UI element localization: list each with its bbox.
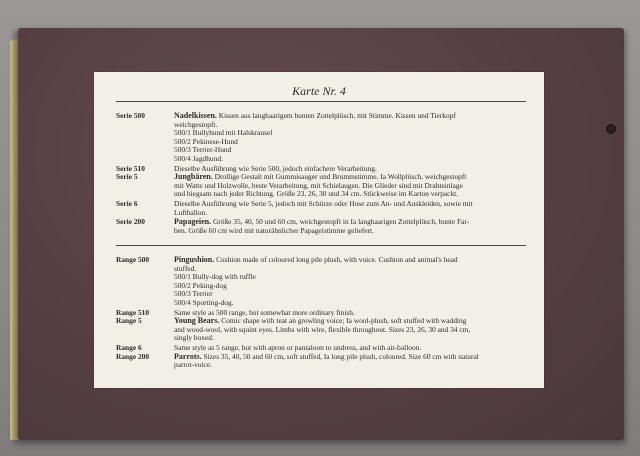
entry-name: Parrots. xyxy=(174,351,202,361)
entry-text: Dieselbe Ausführung wie Serie 5, jedoch mit Schürze oder Hose zum An- und Auskleiden, sowie mit Luftballon. xyxy=(174,198,473,217)
entry-row xyxy=(116,173,536,199)
entry-row xyxy=(116,218,536,235)
entry-name: Jungbären. xyxy=(174,172,213,182)
entry-row xyxy=(116,112,536,164)
entry-code: Range 500 xyxy=(116,255,150,264)
entry-text: Same style as 5 range, but with apron or pantaloon to undress, and with air-balloon. xyxy=(174,342,422,352)
entry-text: Nadelkissen. Kissen aus langhaarigem bunten Zottelplüsch, mit Stimme. Kissen und Tierkopf weichgestopft. 500/1 Bullyhund mit Halskrausel 500/2 Pekinese-Hund 500/3 Terrier-Hund 500/4 Jagdhund. xyxy=(174,111,456,163)
entry-text: Same style as 500 range, but somewhat more ordinary finish. xyxy=(174,307,355,317)
title-rule xyxy=(116,101,526,102)
entry-name: Pingushion. xyxy=(174,255,215,264)
entry-row xyxy=(116,256,536,308)
binding-hole xyxy=(606,124,616,134)
entry-code: Range 6 xyxy=(116,342,142,352)
entry-code: Serie 5 xyxy=(116,172,138,182)
entry-code: Range 200 xyxy=(116,351,150,361)
entry-text: Papageien. Größe 35, 40, 50 und 60 cm, weichgestopft in Ia langhaarigen Zottelplüsch, bunte Far- ben. Größe 60 cm wird mit naturähnlicher Papageistimme geliefert. xyxy=(174,217,470,235)
entry-text: Parrots. Sizes 35, 40, 50 and 60 cm, soft stuffed, Ia long pile plush, coloured. Size 60 cm with natural parrot-voice. xyxy=(174,351,479,370)
entry-row xyxy=(116,317,536,343)
entry-text: Jungbären. Drollige Gestalt mit Gummisauger und Brummstimme. Ia Wollplüsch, weichgestopft mit Watte und Holzwolle, beste Verarbeitung, mit Schielaugen. Die Glieder sind mit Drahteinlage und biegsam nach jeder Richtung. Größe 23, 26, 30 und 34 cm. Stückweise im Karton verpackt. xyxy=(174,172,467,199)
catalog-card xyxy=(94,72,544,388)
entry-code: Serie 510 xyxy=(116,163,145,173)
entry-code: Serie 500 xyxy=(116,111,145,120)
entry-name: Young Bears. xyxy=(174,316,220,326)
german-section xyxy=(116,112,536,235)
entry-name: Papageien. xyxy=(174,217,212,227)
entry-name: Nadelkissen. xyxy=(174,111,217,120)
card-title: Karte Nr. 4 xyxy=(292,84,346,98)
entry-row xyxy=(116,200,536,217)
entry-code: Range 510 xyxy=(116,307,150,317)
entry-code: Serie 200 xyxy=(116,217,145,227)
english-section xyxy=(116,256,536,370)
entry-code: Serie 6 xyxy=(116,198,138,208)
entry-text: Dieselbe Ausführung wie Serie 500, jedoch einfachere Verarbeitung. xyxy=(174,163,377,173)
section-divider xyxy=(116,245,526,246)
entry-row xyxy=(116,353,536,370)
entry-text: Young Bears. Comic shape with teat an growling voice; Ia wool-plush, soft stuffed with wadding and wood-wool, with squint eyes. Limbs with wire, flexible throughout. Sizes 23, 26, 30 and 34 cm, singly boxed. xyxy=(174,316,471,343)
entry-text: Pingushion. Cushion made of coloured long pile plush, with voice. Cushion and animal's head stuffed. 500/1 Bully-dog with ruffle 500/2 Peking-dog 500/3 Terrier 500/4 Sporting-dog. xyxy=(174,255,458,307)
entry-code: Range 5 xyxy=(116,316,142,326)
